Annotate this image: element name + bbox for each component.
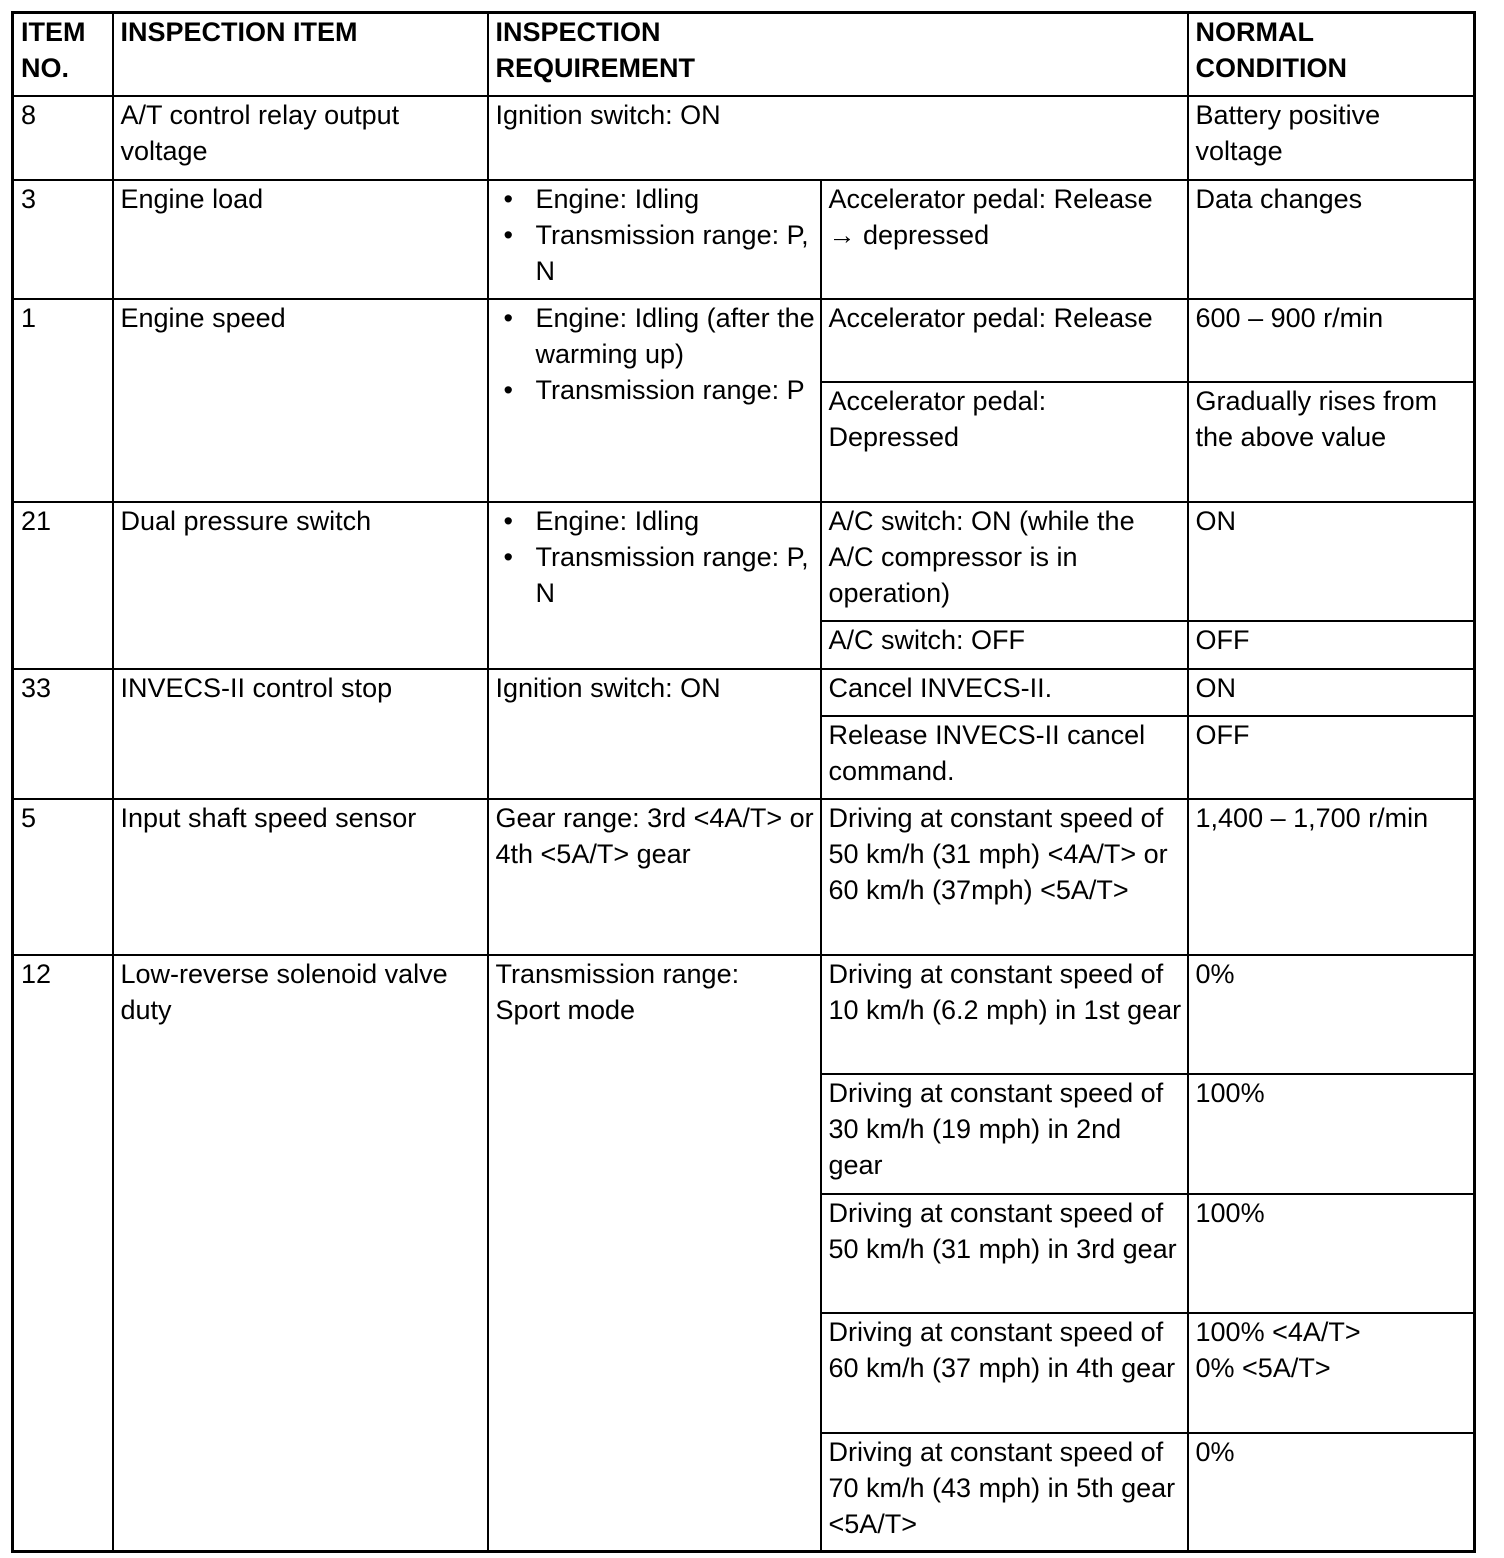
requirement-bullet: • Transmission range: P <box>536 372 816 408</box>
test-condition-cell: A/C switch: OFF <box>821 621 1188 669</box>
test-condition-cell: Driving at constant speed of 10 km/h (6.2 mph) in 1st gear <box>821 955 1188 1074</box>
normal-condition-cell: Battery positive voltage <box>1188 96 1475 180</box>
requirement-list <box>496 300 816 408</box>
inspection-item-cell: INVECS-II control stop <box>113 669 488 799</box>
header-row <box>13 13 1475 96</box>
test-condition-cell: Driving at constant speed of 50 km/h (31 mph) in 3rd gear <box>821 1194 1188 1313</box>
requirement-list <box>496 503 816 611</box>
normal-condition-cell: 600 – 900 r/min <box>1188 299 1475 382</box>
normal-condition-cell: ON <box>1188 669 1475 716</box>
inspection-item-cell: A/T control relay output voltage <box>113 96 488 180</box>
requirement-bullet: • Engine: Idling (after the warming up) <box>536 300 816 372</box>
header-item-no: ITEM NO. <box>13 13 113 96</box>
test-condition-cell: A/C switch: ON (while the A/C compressor is in operation) <box>821 502 1188 621</box>
header-inspection-requirement: INSPECTION REQUIREMENT <box>488 13 1188 96</box>
requirement-cell <box>488 502 821 669</box>
test-condition-cell: Accelerator pedal: Release <box>821 299 1188 382</box>
inspection-item-cell: Dual pressure switch <box>113 502 488 669</box>
inspection-table <box>11 11 1476 1553</box>
table-row <box>13 799 1475 955</box>
normal-condition-cell: 1,400 – 1,700 r/min <box>1188 799 1475 955</box>
requirement-bullet: • Engine: Idling <box>536 181 816 217</box>
inspection-item-cell: Engine load <box>113 180 488 299</box>
normal-condition-cell: 100% <box>1188 1074 1475 1194</box>
normal-condition-cell: Gradually rises from the above value <box>1188 382 1475 502</box>
requirement-cell <box>488 299 821 502</box>
normal-condition-cell: 0% <box>1188 1433 1475 1552</box>
requirement-cell <box>488 180 821 299</box>
normal-condition-cell: 100% <box>1188 1194 1475 1313</box>
item-no-cell: 1 <box>13 299 113 502</box>
requirement-list <box>496 181 816 289</box>
inspection-item-cell: Engine speed <box>113 299 488 502</box>
table-row <box>13 502 1475 621</box>
inspection-item-cell: Low-reverse solenoid valve duty <box>113 955 488 1552</box>
normal-condition-cell: 100% <4A/T> 0% <5A/T> <box>1188 1313 1475 1433</box>
requirement-cell: Ignition switch: ON <box>488 96 1188 180</box>
requirement-bullet: • Engine: Idling <box>536 503 816 539</box>
item-no-cell: 5 <box>13 799 113 955</box>
requirement-cell: Ignition switch: ON <box>488 669 821 799</box>
item-no-cell: 12 <box>13 955 113 1552</box>
test-condition-cell: Release INVECS-II cancel command. <box>821 716 1188 799</box>
table-row <box>13 96 1475 180</box>
test-condition-cell: Driving at constant speed of 70 km/h (43 mph) in 5th gear <5A/T> <box>821 1433 1188 1552</box>
test-condition-cell: Cancel INVECS-II. <box>821 669 1188 716</box>
normal-condition-cell: Data changes <box>1188 180 1475 299</box>
header-normal-condition: NORMAL CONDITION <box>1188 13 1475 96</box>
item-no-cell: 3 <box>13 180 113 299</box>
table-row <box>13 180 1475 299</box>
table-row <box>13 955 1475 1074</box>
table-row <box>13 669 1475 716</box>
item-no-cell: 8 <box>13 96 113 180</box>
item-no-cell: 21 <box>13 502 113 669</box>
test-condition-cell: Driving at constant speed of 50 km/h (31 mph) <4A/T> or 60 km/h (37mph) <5A/T> <box>821 799 1188 955</box>
requirement-bullet: • Transmission range: P, N <box>536 539 816 611</box>
test-condition-cell: Accelerator pedal: Release → depressed <box>821 180 1188 299</box>
normal-condition-cell: OFF <box>1188 621 1475 669</box>
inspection-item-cell: Input shaft speed sensor <box>113 799 488 955</box>
requirement-cell: Gear range: 3rd <4A/T> or 4th <5A/T> gear <box>488 799 821 955</box>
normal-condition-cell: 0% <box>1188 955 1475 1074</box>
test-condition-cell: Driving at constant speed of 60 km/h (37 mph) in 4th gear <box>821 1313 1188 1433</box>
table-row <box>13 299 1475 382</box>
item-no-cell: 33 <box>13 669 113 799</box>
normal-condition-cell: ON <box>1188 502 1475 621</box>
test-condition-cell: Accelerator pedal: Depressed <box>821 382 1188 502</box>
test-condition-cell: Driving at constant speed of 30 km/h (19 mph) in 2nd gear <box>821 1074 1188 1194</box>
requirement-bullet: • Transmission range: P, N <box>536 217 816 289</box>
header-inspection-item: INSPECTION ITEM <box>113 13 488 96</box>
requirement-cell: Transmission range: Sport mode <box>488 955 821 1552</box>
normal-condition-cell: OFF <box>1188 716 1475 799</box>
